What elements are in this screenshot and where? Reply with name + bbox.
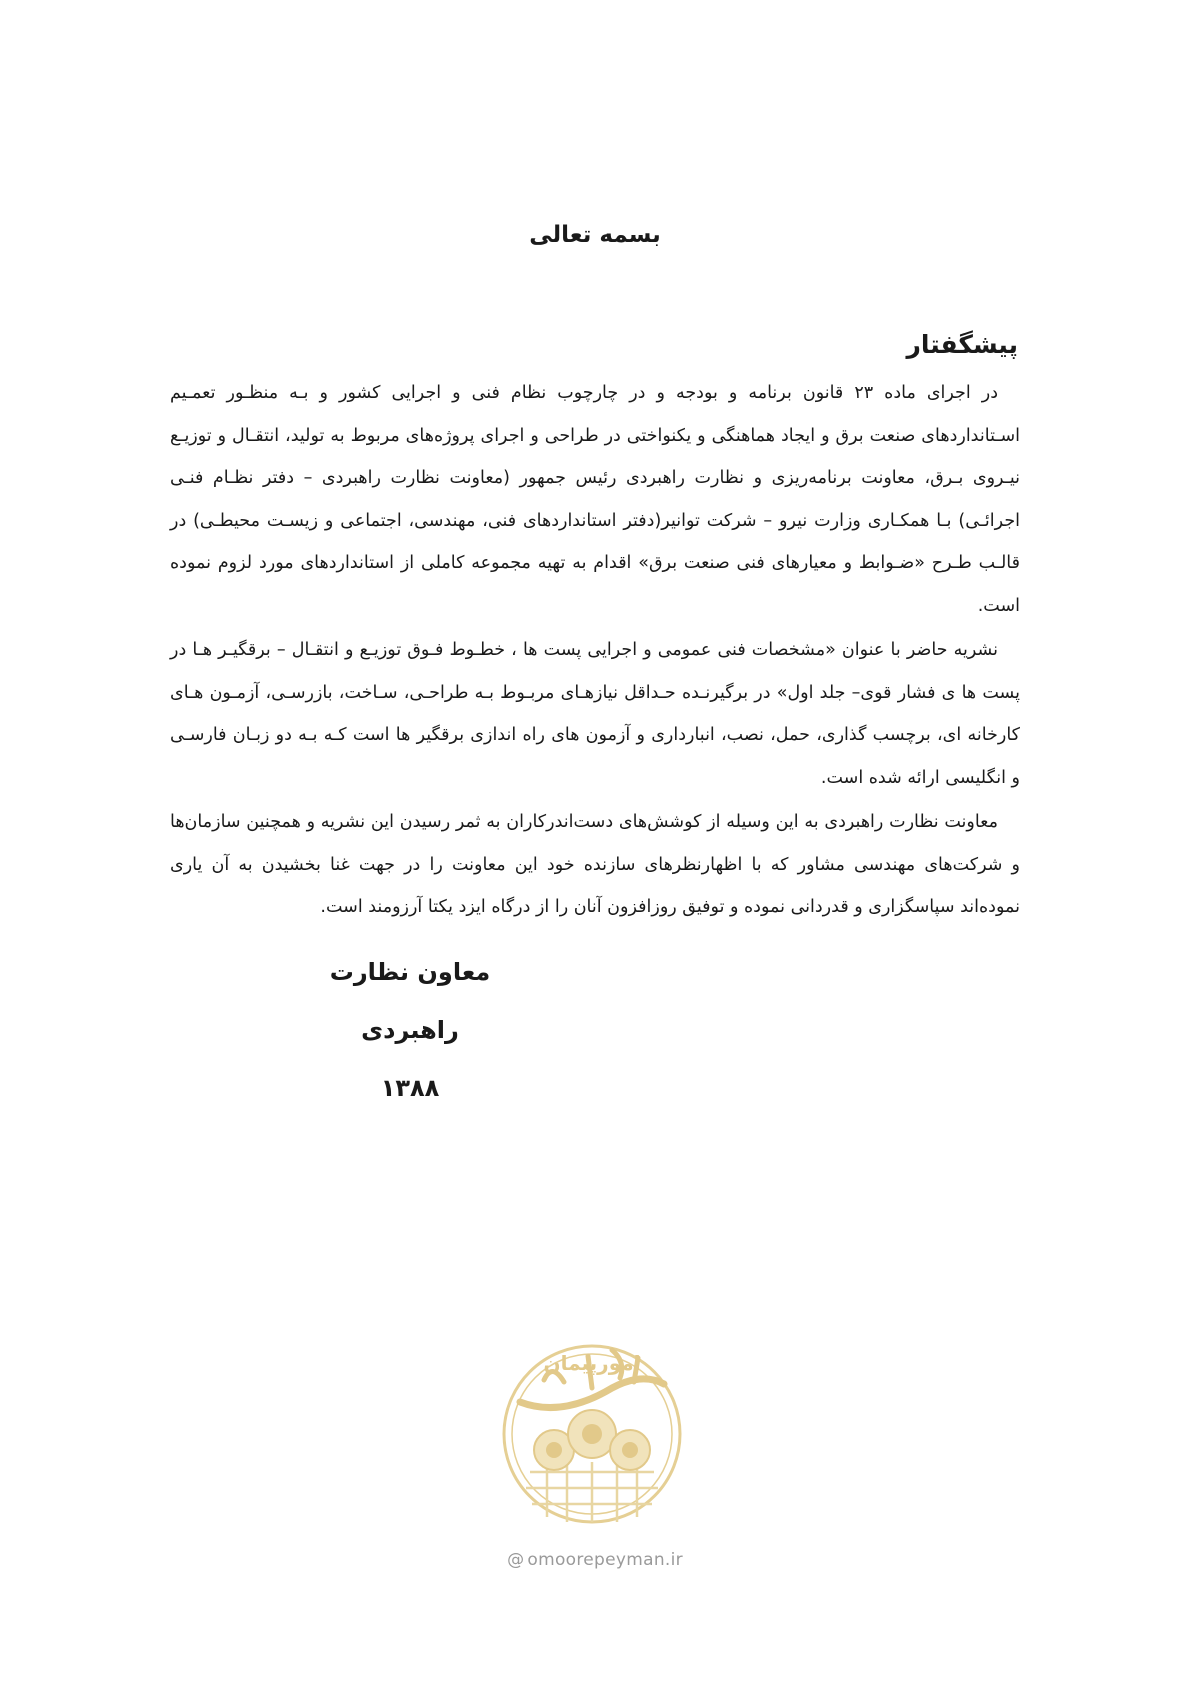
paragraph-3: معاونت نظارت راهبردی به این وسیله از کوشش‌های دست‌اندرکاران به ثمر رسیدن این نشریه و همچنین سازمان‌ها و شرکت‌های مهندسی مشاور که با اظهارنظرهای سازنده خود این معاونت را در جهت غنا بخشیدن به آن یاری نموده‌اند سپاسگزاری و قدردانی نموده و توفیق روزافزون آنان را از درگاه ایزد یکتا آرزومند است. [170,812,1020,917]
signature-block [290,943,530,1117]
watermark-logo [492,1322,692,1544]
watermark-site [0,1550,1190,1570]
preface-body [170,372,1020,931]
preface-heading: پیشگفتار [906,330,1018,359]
basmala: بسمه تعالی [529,222,661,248]
signature-office: معاون نظارت راهبردی [329,958,491,1044]
at-icon: @ [507,1550,525,1570]
paragraph-1: در اجرای ماده ۲۳ قانون برنامه و بودجه و در چارچوب نظام فنی و اجرایی کشور و بـه منظـور تعمـیم اسـتانداردهای صنعت برق و ایجاد هماهنگی و یکنواختی در طراحی و اجرای پروژه‌های مربوط به تولید، انتقـال و توزیـع نیـروی بـرق، معاونت برنامه‌ریزی و نظارت راهبردی رئیس جمهور (معاونت نظارت راهبردی – دفتر نظـام فنـی اجرائـی) بـا همکـاری وزارت نیرو – شرکت توانیر(دفتر استانداردهای فنی، مهندسی، اجتماعی و زیسـت محیطـی) در قالـب طـرح «ضـوابط و معیارهای فنی صنعت برق» اقدام به تهیه مجموعه کاملی از استانداردهای مورد لزوم نموده است. [170,383,1020,616]
watermark-logo-text: امورپیمان [543,1351,641,1375]
watermark-site-text: omoorepeyman.ir [527,1550,683,1570]
paragraph-2: نشریه حاضر با عنوان «مشخصات فنی عمومی و اجرایی پست ها ، خطـوط فـوق توزیـع و انتقـال – برقگیـر هـا در پست ها ی فشار قوی– جلد اول» در برگیرنـده حـداقل نیازهـای مربـوط بـه طراحـی، سـاخت، بازرسـی، آزمـون هـای کارخانه ای، برچسب گذاری، حمل، نصب، انبارداری و آزمون های راه اندازی برقگیر ها است کـه بـه دو زبـان فارسـی و انگلیسی ارائه شده است. [170,640,1020,788]
signature-year: ۱۳۸۸ [380,1074,440,1102]
